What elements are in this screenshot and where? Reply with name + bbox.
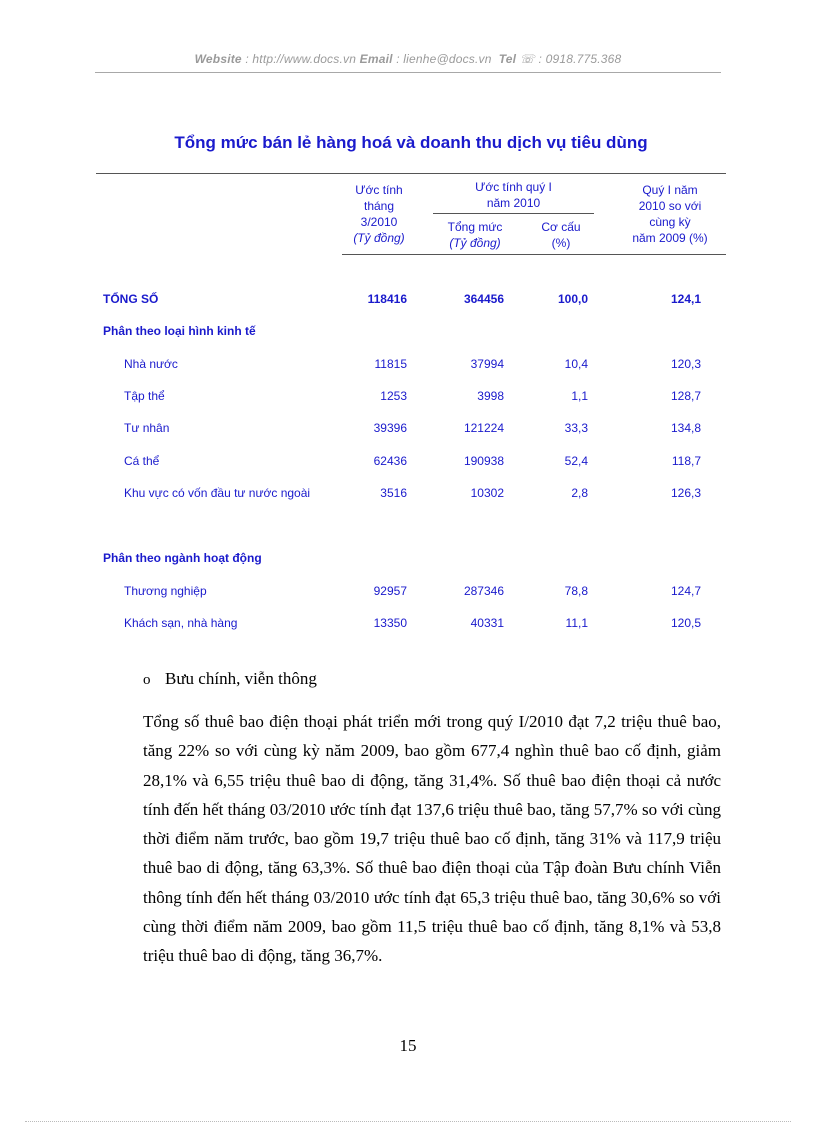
tel-label: Tel <box>498 52 517 66</box>
table-row <box>0 357 816 375</box>
col-header-total-unit: (Tỷ đồng) <box>449 236 501 250</box>
row-label: TỔNG SỐ <box>103 292 159 306</box>
bullet-heading-text: Bưu chính, viễn thông <box>165 669 317 688</box>
cell-month: 118416 <box>367 292 407 306</box>
table-row <box>0 616 816 634</box>
cell-compare: 124,1 <box>670 292 701 306</box>
cell-compare: 126,3 <box>670 486 701 500</box>
cell-compare: 118,7 <box>671 454 701 468</box>
table-row <box>0 389 816 407</box>
cell-total: 10302 <box>470 486 504 500</box>
col-header-compare <box>618 182 722 246</box>
page-number: 15 <box>399 1036 417 1055</box>
row-label: Cá thể <box>124 454 160 468</box>
cell-structure: 10,4 <box>564 357 588 371</box>
table-header-bottom-rule <box>342 254 726 255</box>
cell-month: 3516 <box>380 486 407 500</box>
body-paragraph: Tổng số thuê bao điện thoại phát triển mới trong quý I/2010 đạt 7,2 triệu thuê bao, tăng 22% so với cùng kỳ năm 2009, bao gồm 677,4 nghìn thuê bao cố định, giảm 28,1% và 6,55 triệu thuê bao di động, tăng 31,4%. Số thuê bao điện thoại cả nước tính đến hết tháng 03/2010 ước tính đạt 137,6 triệu thuê bao, tăng 57,7% so với cùng thời điểm năm trước, bao gồm 19,7 triệu thuê bao cố định, tăng 31% và 117,9 triệu thuê bao di động, tăng 63,3%. Số thuê bao điện thoại của Tập đoàn Bưu chính Viễn thông tính đến hết tháng 03/2010 ước tính đạt 65,3 triệu thuê bao, tăng 30,6% so với cùng thời điểm năm 2009, bao gồm 11,5 triệu thuê bao cố định, tăng 8,1% và 53,8 triệu thuê bao di động, tăng 36,7%. <box>143 712 721 966</box>
cell-structure: 11,1 <box>565 616 588 630</box>
cell-compare: 134,8 <box>670 421 701 435</box>
cell-compare: 120,3 <box>670 357 701 371</box>
row-label: Nhà nước <box>124 357 178 371</box>
cell-compare: 128,7 <box>670 389 701 403</box>
cell-total: 287346 <box>463 584 504 598</box>
col-header-group-line1: Ước tính quý I <box>475 180 552 194</box>
cell-month: 92957 <box>373 584 407 598</box>
col-header-structure-unit: (%) <box>551 236 571 250</box>
cell-structure: 100,0 <box>557 292 588 306</box>
bullet-marker: o <box>143 672 151 688</box>
col-header-month-line2: tháng <box>363 199 395 213</box>
col-header-structure-line1: Cơ cấu <box>541 220 581 234</box>
col-header-structure <box>524 219 598 251</box>
col-header-month-unit: (Tỷ đồng) <box>353 231 405 245</box>
cell-compare: 124,7 <box>670 584 701 598</box>
col-header-month <box>340 182 418 246</box>
email-link[interactable]: : lienhe@docs.vn <box>396 52 492 66</box>
col-header-compare-line3: cùng kỳ <box>649 215 691 229</box>
cell-structure: 78,8 <box>564 584 588 598</box>
table-top-rule <box>96 173 726 174</box>
table-row <box>0 421 816 439</box>
col-header-compare-line2: 2010 so với <box>638 199 702 213</box>
row-label: Tập thể <box>124 389 165 403</box>
section-heading-economic-type: Phân theo loại hình kinh tế <box>103 324 256 338</box>
cell-total: 121224 <box>463 421 504 435</box>
cell-month: 39396 <box>373 421 407 435</box>
row-label: Tư nhân <box>124 421 170 435</box>
col-header-group <box>433 179 594 211</box>
tel-value: : 0918.775.368 <box>538 52 622 66</box>
cell-total: 37994 <box>470 357 504 371</box>
cell-structure: 52,4 <box>564 454 588 468</box>
table-row <box>0 486 816 504</box>
bullet-heading <box>143 669 317 689</box>
table-row-total <box>0 292 816 310</box>
page-header <box>95 52 721 66</box>
footer-divider <box>25 1121 791 1122</box>
col-header-compare-line1: Quý I năm <box>642 183 698 197</box>
cell-month: 13350 <box>373 616 407 630</box>
header-divider <box>95 72 721 73</box>
cell-month: 1253 <box>380 389 407 403</box>
section-heading-industry: Phân theo ngành hoạt động <box>103 551 262 565</box>
col-header-month-line3: 3/2010 <box>360 215 398 229</box>
group-header-rule <box>433 213 594 214</box>
cell-total: 364456 <box>463 292 504 306</box>
col-header-compare-line4: năm 2009 (%) <box>632 231 708 245</box>
cell-month: 62436 <box>373 454 407 468</box>
col-header-month-line1: Ước tính <box>355 183 403 197</box>
table-row <box>0 584 816 602</box>
phone-icon: ☏ <box>519 52 535 66</box>
email-label: Email <box>359 52 393 66</box>
cell-total: 3998 <box>477 389 504 403</box>
cell-compare: 120,5 <box>670 616 701 630</box>
row-label: Khách sạn, nhà hàng <box>124 616 238 630</box>
col-header-total-line1: Tổng mức <box>447 220 503 234</box>
table-row <box>0 454 816 472</box>
cell-total: 190938 <box>463 454 504 468</box>
col-header-total <box>435 219 515 251</box>
row-label: Thương nghiệp <box>124 584 207 598</box>
col-header-group-line2: năm 2010 <box>486 196 541 210</box>
row-label: Khu vực có vốn đầu tư nước ngoài <box>124 486 311 500</box>
cell-structure: 2,8 <box>571 486 588 500</box>
cell-structure: 1,1 <box>571 389 588 403</box>
cell-total: 40331 <box>470 616 504 630</box>
table-title: Tổng mức bán lẻ hàng hoá và doanh thu dịch vụ tiêu dùng <box>174 133 648 152</box>
website-link[interactable]: : http://www.docs.vn <box>245 52 357 66</box>
website-label: Website <box>194 52 242 66</box>
cell-structure: 33,3 <box>564 421 588 435</box>
cell-month: 11815 <box>374 357 407 371</box>
